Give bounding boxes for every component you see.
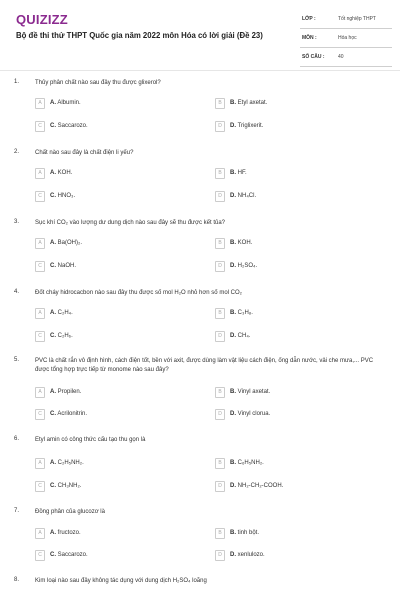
meta-panel xyxy=(300,14,392,71)
question-text: Kim loại nào sau đây không tác dụng với dung dịch H₂SO₄ loãng xyxy=(35,578,207,584)
question-text: PVC là chất rắn vô định hình, cách điện tốt, bền với axit, được dùng làm vật liệu cách điện, ống dẫn nước, vải che mưa,... PVC được tổng hợp trực tiếp từ monome nào sau đây? xyxy=(35,358,374,373)
option-text: Propilen. xyxy=(57,389,82,395)
option-letter-box: B xyxy=(215,168,225,179)
option-key: B. xyxy=(230,100,236,106)
option-key: D. xyxy=(230,333,236,339)
option-key: C. xyxy=(50,263,56,269)
option-key: D. xyxy=(230,483,236,489)
option-letter-box: D xyxy=(215,121,225,132)
header-divider xyxy=(0,70,400,71)
option-letter-box: A xyxy=(35,308,45,319)
option-letter-box: C xyxy=(35,481,45,492)
meta-key: LỚP : xyxy=(302,16,316,22)
option-text: Saccarozo. xyxy=(57,123,88,129)
option-text: HF. xyxy=(237,170,247,176)
option-letter-box: B xyxy=(215,98,225,109)
meta-key: MÔN : xyxy=(302,35,317,41)
option-key: C. xyxy=(50,123,56,129)
meta-value: Tốt nghiệp THPT xyxy=(338,16,376,22)
option-text: C₆H₅NH₂. xyxy=(237,460,264,466)
option-letter-box: C xyxy=(35,121,45,132)
option-letter-box: B xyxy=(215,458,225,469)
option-key: A. xyxy=(50,310,56,316)
option-text: NaOH. xyxy=(57,263,77,269)
option-key: B. xyxy=(230,240,236,246)
meta-value: 40 xyxy=(338,54,344,60)
option-letter-box: C xyxy=(35,550,45,561)
option-letter-box: A xyxy=(35,387,45,398)
option-text: Acrilonitrin. xyxy=(57,411,88,417)
meta-key: SỐ CÂU : xyxy=(302,54,325,60)
option-key: C. xyxy=(50,193,56,199)
option-text: KOH. xyxy=(57,170,73,176)
option-letter-box: B xyxy=(215,387,225,398)
option-letter-box: C xyxy=(35,261,45,272)
option-text: Etyl axetat. xyxy=(237,100,268,106)
question-number: 1. xyxy=(14,79,20,85)
option-key: D. xyxy=(230,552,236,558)
option-key: D. xyxy=(230,411,236,417)
option-text: NH₂-CH₂-COOH. xyxy=(237,483,284,489)
option-key: C. xyxy=(50,411,56,417)
question-number: 8. xyxy=(14,577,20,583)
question-text: Thủy phân chất nào sau đây thu được glixerol? xyxy=(35,80,161,86)
option-key: B. xyxy=(230,460,236,466)
option-key: B. xyxy=(230,310,236,316)
option-text: Vinyl axetat. xyxy=(237,389,271,395)
option-letter-box: C xyxy=(35,331,45,342)
option-text: Ba(OH)₂. xyxy=(57,240,83,246)
option-text: C₂H₅NH₂. xyxy=(57,460,84,466)
option-key: C. xyxy=(50,483,56,489)
option-text: CH₄. xyxy=(237,333,251,339)
option-key: C. xyxy=(50,333,56,339)
option-key: A. xyxy=(50,389,56,395)
question-number: 5. xyxy=(14,357,20,363)
option-letter-box: C xyxy=(35,409,45,420)
option-text: C₂H₄. xyxy=(57,310,73,316)
option-text: Triglixerit. xyxy=(237,123,264,129)
option-key: C. xyxy=(50,552,56,558)
option-text: CH₃NH₂. xyxy=(57,483,82,489)
option-text: HNO₃. xyxy=(57,193,76,199)
option-text: tinh bột. xyxy=(237,530,260,536)
option-letter-box: B xyxy=(215,308,225,319)
option-text: xenlulozo. xyxy=(237,552,265,558)
option-letter-box: B xyxy=(215,528,225,539)
option-letter-box: A xyxy=(35,168,45,179)
question-text: Sục khí CO₂ vào lượng dư dung dịch nào sau đây sẽ thu được kết tủa? xyxy=(35,220,226,226)
option-key: B. xyxy=(230,389,236,395)
question-number: 2. xyxy=(14,149,20,155)
question-text: Etyl amin có công thức cấu tạo thu gọn là xyxy=(35,437,146,443)
option-key: A. xyxy=(50,100,56,106)
question-number: 4. xyxy=(14,289,20,295)
question-text: Chất nào sau đây là chất điện li yếu? xyxy=(35,150,134,156)
option-letter-box: D xyxy=(215,409,225,420)
option-letter-box: A xyxy=(35,98,45,109)
option-letter-box: D xyxy=(215,331,225,342)
option-key: D. xyxy=(230,263,236,269)
option-text: C₃H₈. xyxy=(237,310,253,316)
option-letter-box: C xyxy=(35,191,45,202)
document-header xyxy=(0,0,400,72)
option-key: D. xyxy=(230,123,236,129)
option-letter-box: B xyxy=(215,238,225,249)
question-text: Đồng phân của glucozơ là xyxy=(35,509,105,515)
meta-row-count xyxy=(300,52,392,67)
option-key: A. xyxy=(50,170,56,176)
option-key: A. xyxy=(50,530,56,536)
meta-row-subject xyxy=(300,33,392,48)
question-number: 3. xyxy=(14,219,20,225)
option-key: B. xyxy=(230,530,236,536)
option-text: Albumin. xyxy=(57,100,81,106)
option-text: Saccarozo. xyxy=(57,552,88,558)
option-key: A. xyxy=(50,460,56,466)
option-key: B. xyxy=(230,170,236,176)
option-text: NH₄Cl. xyxy=(237,193,257,199)
option-letter-box: D xyxy=(215,481,225,492)
option-key: D. xyxy=(230,193,236,199)
option-text: KOH. xyxy=(237,240,253,246)
option-letter-box: D xyxy=(215,550,225,561)
meta-value: Hóa học xyxy=(338,35,357,41)
document-title: Bộ đề thi thử THPT Quốc gia năm 2022 môn Hóa có lời giải (Đề 23) xyxy=(16,31,263,40)
option-key: A. xyxy=(50,240,56,246)
option-letter-box: D xyxy=(215,191,225,202)
option-text: H₂SO₄. xyxy=(237,263,258,269)
option-letter-box: A xyxy=(35,238,45,249)
option-text: Vinyl clorua. xyxy=(237,411,271,417)
option-text: C₂H₆. xyxy=(57,333,73,339)
question-number: 6. xyxy=(14,436,20,442)
option-letter-box: A xyxy=(35,528,45,539)
question-text: Đốt cháy hidrocacbon nào sau đây thu được số mol H₂O nhỏ hơn số mol CO₂ xyxy=(35,290,242,296)
meta-row-class xyxy=(300,14,392,29)
option-letter-box: A xyxy=(35,458,45,469)
option-text: fructozo. xyxy=(57,530,81,536)
question-number: 7. xyxy=(14,508,20,514)
quizizz-logo: QUIZIZZ xyxy=(16,12,68,27)
option-letter-box: D xyxy=(215,261,225,272)
